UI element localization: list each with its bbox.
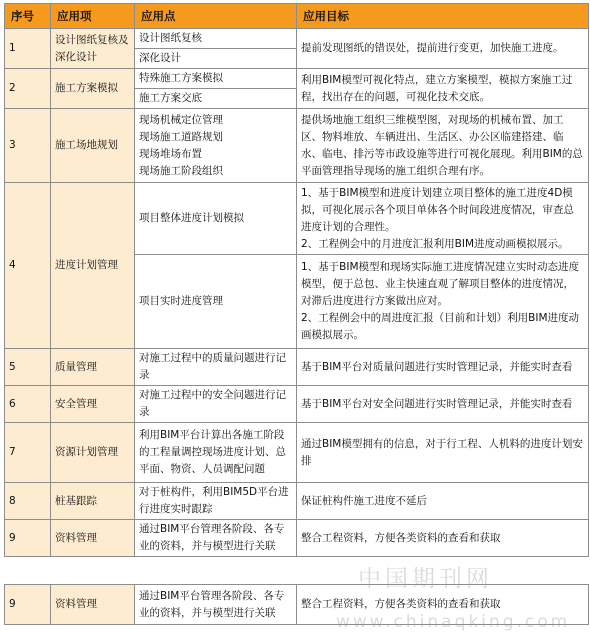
row-point: 对施工过程中的质量问题进行记录	[135, 349, 297, 386]
row-points	[135, 109, 297, 183]
duplicate-row-fragment	[4, 584, 589, 625]
goal-line: 2、工程例会中的月进度汇报利用BIM进度动画模拟展示。	[301, 237, 569, 250]
row-no: 1	[5, 29, 51, 69]
table-row	[5, 423, 589, 483]
row-item: 资料管理	[51, 585, 135, 625]
row-goal	[297, 255, 589, 349]
row-point: 通过BIM平台管理各阶段、各专业的资料，并与模型进行关联	[135, 585, 297, 625]
table-row	[5, 69, 589, 89]
table-row	[5, 386, 589, 423]
table-row	[5, 483, 589, 520]
row-point: 特殊施工方案模拟	[135, 69, 297, 89]
header-item: 应用项	[51, 4, 135, 29]
table-row	[5, 520, 589, 557]
row-item: 安全管理	[51, 386, 135, 423]
row-goal: 利用BIM模型可视化特点，建立方案模型，模拟方案施工过程，找出存在的问题，可视化技术交底。	[297, 69, 589, 109]
row-point: 深化设计	[135, 49, 297, 69]
bim-application-table	[4, 3, 589, 557]
row-no: 3	[5, 109, 51, 183]
row-item: 资料管理	[51, 520, 135, 557]
row-point: 对施工过程中的安全问题进行记录	[135, 386, 297, 423]
row-goal: 整合工程资料，方便各类资料的查看和获取	[297, 585, 589, 625]
row-item: 进度计划管理	[51, 183, 135, 349]
row-goal: 基于BIM平台对安全问题进行实时管理记录，并能实时查看	[297, 386, 589, 423]
table-row	[5, 109, 589, 183]
row-goal: 基于BIM平台对质量问题进行实时管理记录，并能实时查看	[297, 349, 589, 386]
goal-line: 1、基于BIM模型和进度计划建立项目整体的施工进度4D模拟，可视化展示各个项目单体各个时间段进度情况，审查总进度计划的合理性。	[301, 186, 574, 233]
row-goal: 整合工程资料，方便各类资料的查看和获取	[297, 520, 589, 557]
row-point: 项目整体进度计划模拟	[135, 183, 297, 255]
goal-line: 2、工程例会中的周进度汇报（目前和计划）利用BIM进度动画模拟展示。	[301, 312, 580, 341]
row-point: 对于桩构件，利用BIM5D平台进行进度实时跟踪	[135, 483, 297, 520]
row-point: 利用BIM平台计算出各施工阶段的工程量调控现场进度计划、总平面、物资、人员调配问题	[135, 423, 297, 483]
row-item: 施工方案模拟	[51, 69, 135, 109]
row-no: 8	[5, 483, 51, 520]
row-no: 5	[5, 349, 51, 386]
watermark-cn: 中国期刊网	[358, 566, 493, 592]
row-no: 9	[5, 520, 51, 557]
point-line: 现场堆场布置	[139, 147, 202, 160]
point-line: 现场施工道路规划	[139, 130, 223, 143]
row-point: 通过BIM平台管理各阶段、各专业的资料，并与模型进行关联	[135, 520, 297, 557]
row-goal: 提供场地施工组织三维模型图，对现场的机械布置、加工区、物料堆放、车辆进出、生活区、办公区临建搭建、临水、临电、排污等市政设施等进行可视化展现。利用BIM的总平面管理指导现场的施工组织合理有序。	[297, 109, 589, 183]
row-item: 质量管理	[51, 349, 135, 386]
row-item: 资源计划管理	[51, 423, 135, 483]
point-line: 现场机械定位管理	[139, 113, 223, 126]
point-line: 现场施工阶段组织	[139, 164, 223, 177]
header-goal: 应用目标	[297, 4, 589, 29]
table-row	[5, 183, 589, 255]
row-no: 4	[5, 183, 51, 349]
row-no: 7	[5, 423, 51, 483]
row-goal	[297, 183, 589, 255]
row-point: 施工方案交底	[135, 89, 297, 109]
row-item: 桩基跟踪	[51, 483, 135, 520]
row-point: 设计图纸复核	[135, 29, 297, 49]
row-goal: 保证桩构件施工进度不延后	[297, 483, 589, 520]
row-no: 2	[5, 69, 51, 109]
row-goal: 通过BIM模型拥有的信息，对于行工程、人机料的进度计划安排	[297, 423, 589, 483]
row-goal: 提前发现图纸的错误处，提前进行变更，加快施工进度。	[297, 29, 589, 69]
table-row	[5, 349, 589, 386]
row-item: 设计图纸复核及深化设计	[51, 29, 135, 69]
table-row	[5, 29, 589, 49]
row-no: 6	[5, 386, 51, 423]
header-no: 序号	[5, 4, 51, 29]
table-header-row	[5, 4, 589, 29]
watermark-url: www.chinaqking.com	[336, 612, 571, 632]
row-no: 9	[5, 585, 51, 625]
row-item: 施工场地规划	[51, 109, 135, 183]
row-point: 项目实时进度管理	[135, 255, 297, 349]
table-row	[5, 585, 589, 625]
goal-line: 1、基于BIM模型和现场实际施工进度情况建立实时动态进度模型，便于总包、业主快速直观了解项目整体的进度情况，对滞后进度进行方案做出应对。	[301, 261, 580, 307]
header-point: 应用点	[135, 4, 297, 29]
